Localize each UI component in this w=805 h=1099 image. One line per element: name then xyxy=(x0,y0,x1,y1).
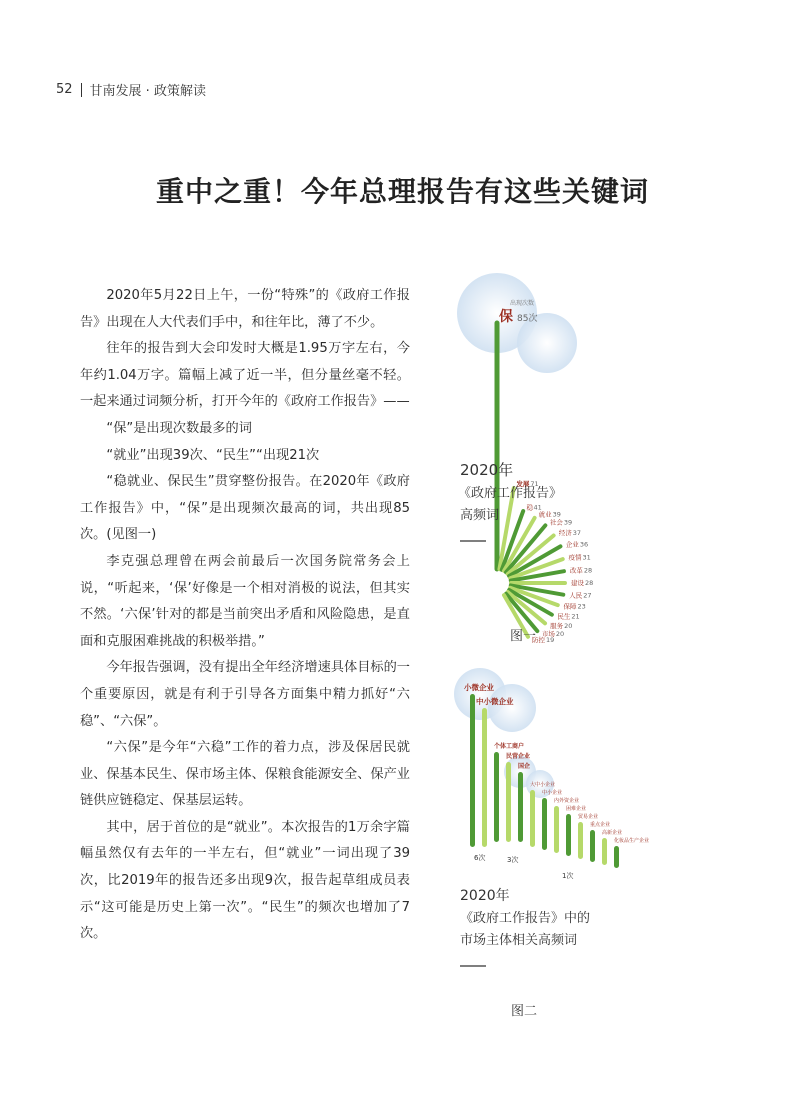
category-label: 化妆品生产企业 xyxy=(614,838,650,844)
value-label: 21 xyxy=(571,612,580,621)
category-label: 稳 xyxy=(526,503,534,512)
group-label: 3次 xyxy=(507,856,519,864)
category-label: 内外资企业 xyxy=(554,798,580,804)
paragraph: 李克强总理曾在两会前最后一次国务院常务会上说，“听起来，‘保’好像是一个相对消极的说法，但其实不然。‘六保’针对的都是当前突出矛盾和风险隐患，是直面和克服困难挑战的积极举措。” xyxy=(80,553,410,649)
bar-个体工商户 xyxy=(494,752,499,842)
page-number: 52 xyxy=(56,82,73,97)
value-label: 28 xyxy=(584,579,594,587)
paragraph: 今年报告强调，没有提出全年经济增速具体目标的一个重要原因，就是有利于引导各方面集中精力抓好“六稳”、“六保”。 xyxy=(80,660,410,729)
figure-2-chart xyxy=(452,672,650,984)
paragraph: 往年的报告到大会印发时大概是1.95万字左右，今年约1.04万字。篇幅上减了近一半，但分量丝毫不轻。一起来通过词频分析，打开今年的《政府工作报告》—— xyxy=(80,341,410,410)
category-label: 中小企业 xyxy=(542,790,563,796)
value-label: 20 xyxy=(555,630,565,639)
value-label: 41 xyxy=(533,503,542,512)
value-label: 23 xyxy=(577,602,586,611)
category-label: 建设 xyxy=(570,579,584,587)
category-label: 重点企业 xyxy=(590,822,611,828)
bar-大中小企业 xyxy=(530,790,535,847)
value-label: 71 xyxy=(530,480,539,489)
category-label: 市场 xyxy=(541,630,555,639)
paragraph: 2020年5月22日上午，一份“特殊”的《政府工作报告》出现在人大代表们手中，和往年比，薄了不少。 xyxy=(80,288,410,330)
category-label: 就业 xyxy=(538,510,552,519)
bar-小微企业 xyxy=(470,694,475,847)
value-label: 85次 xyxy=(517,314,538,324)
figure-title-line: 2020年 xyxy=(460,461,514,479)
category-label: 企业 xyxy=(565,540,579,549)
header-divider xyxy=(81,83,82,97)
category-label: 贸易企业 xyxy=(578,814,599,820)
category-label: 防控 xyxy=(532,636,546,645)
highlight-bubble xyxy=(488,684,536,732)
group-label: 1次 xyxy=(562,872,574,880)
value-label: 37 xyxy=(572,528,581,537)
article-title: 重中之重！今年总理报告有这些关键词 xyxy=(155,175,649,208)
category-label: 人民 xyxy=(569,591,583,600)
figure-title-line: 《政府工作报告》中的 xyxy=(460,911,591,926)
category-label: 保 xyxy=(499,309,513,325)
category-label: 小微企业 xyxy=(464,683,494,692)
category-label: 个体工商户 xyxy=(494,743,525,750)
value-label: 19 xyxy=(546,636,555,645)
bar-国企 xyxy=(518,772,523,842)
figure-title-line: 《政府工作报告》 xyxy=(458,486,563,501)
category-label: 经济 xyxy=(558,528,572,537)
value-label: 39 xyxy=(563,518,573,527)
group-label: 6次 xyxy=(474,854,486,862)
category-label: 民营企业 xyxy=(506,753,531,760)
category-label: 疫情 xyxy=(568,553,582,562)
paragraph: “就业”出现39次、“民生”“出现21次 xyxy=(106,447,320,463)
category-label: 民生 xyxy=(557,612,571,621)
bar-中小微企业 xyxy=(482,708,487,847)
bar-民营企业 xyxy=(506,762,511,842)
category-label: 国企 xyxy=(518,763,531,770)
category-label: 社会 xyxy=(549,518,563,527)
figure-2 xyxy=(452,672,650,984)
category-label: 大中小企业 xyxy=(530,782,556,788)
figure-title-line: 市场主体相关高频词 xyxy=(460,933,578,948)
figure-1-caption: 图一 xyxy=(510,629,537,644)
value-label: 36 xyxy=(579,540,589,549)
bar-贸易企业 xyxy=(578,822,583,859)
paragraph: “六保”是今年“六稳”工作的着力点，涉及保居民就业、保基本民生、保市场主体、保粮食能源安全、保产业链供应链稳定、保基层运转。 xyxy=(80,740,410,809)
bar-化妆品生产企业 xyxy=(614,846,619,868)
category-label: 保障 xyxy=(563,602,577,611)
category-label: 改革 xyxy=(569,566,583,575)
section-name: 甘南发展 · 政策解读 xyxy=(89,84,206,99)
article-body xyxy=(80,283,410,948)
value-label: 20 xyxy=(564,621,573,630)
value-label: 28 xyxy=(583,566,593,575)
value-label: 27 xyxy=(583,591,592,600)
bar-内外资企业 xyxy=(554,806,559,853)
top-note: 出现次数 xyxy=(510,300,535,307)
value-label: 31 xyxy=(582,553,591,562)
bar-困难企业 xyxy=(566,814,571,856)
category-label: 服务 xyxy=(550,621,564,630)
paragraph: 其中，居于首位的是“就业”。本次报告的1万余字篇幅虽然仅有去年的一半左右，但“就业”一词出现了39次，比2019年的报告还多出现9次，报告起草组成员表示“这可能是历史上第一次”。“民生”的频次也增加了7次。 xyxy=(80,819,410,942)
bar-中小企业 xyxy=(542,798,547,850)
figure-title-line: 高频词 xyxy=(460,508,500,523)
value-label: 39 xyxy=(552,510,561,519)
paragraph: “保”是出现次数最多的词 xyxy=(106,420,252,436)
running-header xyxy=(56,80,206,99)
category-label: 中小微企业 xyxy=(476,697,514,706)
category-label: 困难企业 xyxy=(566,806,587,812)
category-label: 高新企业 xyxy=(602,830,623,836)
paragraph: “稳就业、保民生”贯穿整份报告。在2020年《政府工作报告》中，“保”是出现频次最高的词，共出现85次。(见图一) xyxy=(80,474,410,543)
figure-2-caption: 图二 xyxy=(511,1004,538,1019)
bar-重点企业 xyxy=(590,830,595,862)
figure-title-line: 2020年 xyxy=(460,888,510,904)
category-label: 发展 xyxy=(516,480,530,489)
bar-高新企业 xyxy=(602,838,607,865)
